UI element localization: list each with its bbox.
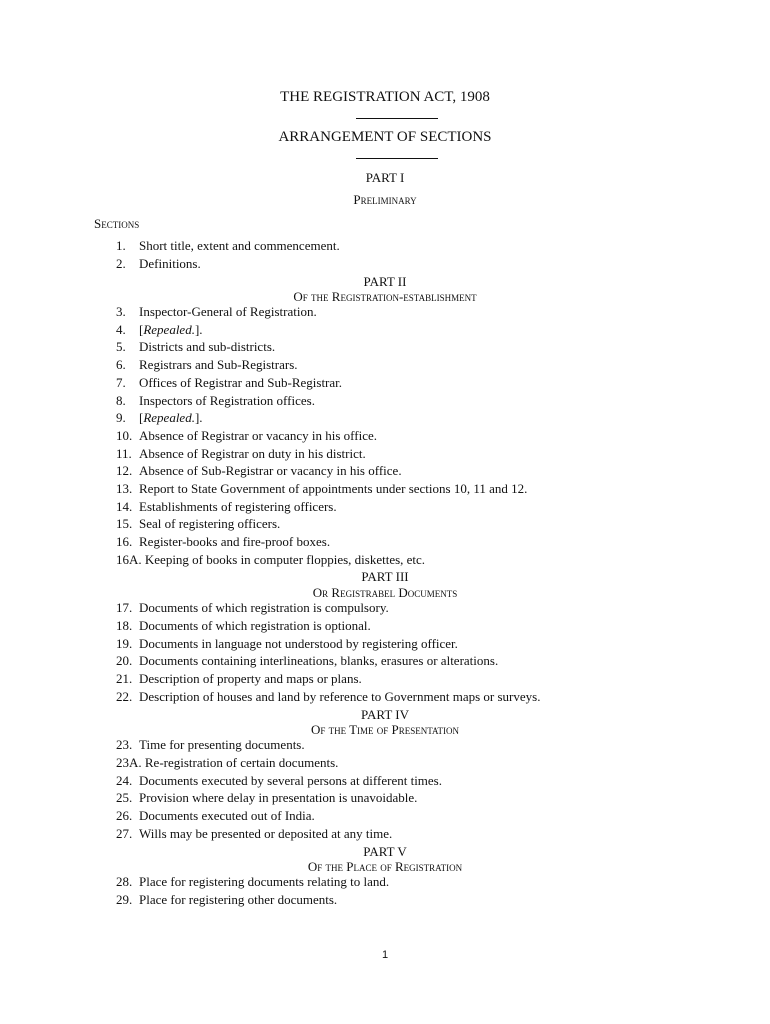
section-item (116, 447, 366, 460)
section-title: Description of property and maps or plans. (139, 671, 362, 686)
section-title: Absence of Sub-Registrar or vacancy in his office. (139, 463, 402, 478)
section-title: Inspector-General of Registration. (139, 304, 317, 319)
section-title: Time for presenting documents. (139, 737, 305, 752)
section-title: Absence of Registrar or vacancy in his office. (139, 428, 378, 443)
section-number: 14. (116, 499, 133, 514)
section-item (116, 637, 458, 650)
section-number: 2. (116, 256, 126, 271)
section-title: Definitions. (139, 256, 201, 271)
section-title: Establishments of registering officers. (139, 499, 337, 514)
section-number: 21. (116, 671, 133, 686)
section-number: 25. (116, 790, 133, 805)
part-3-label: PART III (361, 569, 409, 584)
subtitle-divider (356, 158, 438, 159)
section-title: Registrars and Sub-Registrars. (139, 357, 298, 372)
section-item (116, 257, 201, 270)
section-item (116, 376, 342, 389)
section-title: Wills may be presented or deposited at any time. (139, 826, 393, 841)
section-number: 12. (116, 463, 133, 478)
section-number: 17. (116, 600, 133, 615)
section-number: 11. (116, 446, 132, 461)
section-number: 13. (116, 481, 133, 496)
section-item (116, 756, 338, 769)
section-number: 24. (116, 773, 133, 788)
section-title: Report to State Government of appointments under sections 10, 11 and 12. (139, 481, 528, 496)
section-number: 3. (116, 304, 126, 319)
section-title: [Repealed.]. (139, 322, 203, 337)
section-title: Seal of registering officers. (139, 516, 281, 531)
title-divider (356, 118, 438, 119)
section-title: Register-books and fire-proof boxes. (139, 534, 331, 549)
section-number: 27. (116, 826, 133, 841)
section-item (116, 305, 317, 318)
section-item (116, 553, 425, 566)
section-title: Offices of Registrar and Sub-Registrar. (139, 375, 343, 390)
section-number: 18. (116, 618, 133, 633)
section-item (116, 690, 540, 703)
page-number: 1 (381, 949, 389, 961)
section-number: 28. (116, 874, 133, 889)
section-item (116, 358, 298, 371)
section-number: 16A. (116, 552, 142, 567)
section-item (116, 601, 389, 614)
section-number: 23A. (116, 755, 142, 770)
section-number: 6. (116, 357, 126, 372)
part-4-heading: Of the Time of Presentation (310, 722, 460, 737)
document-title: THE REGISTRATION ACT, 1908 (280, 89, 490, 105)
section-title: Place for registering other documents. (139, 892, 338, 907)
part-4-label: PART IV (361, 707, 409, 722)
section-number: 29. (116, 892, 133, 907)
section-item (116, 875, 389, 888)
part-3-heading: Or Registrabel Documents (312, 585, 458, 600)
section-item (116, 827, 392, 840)
section-title: Short title, extent and commencement. (139, 238, 340, 253)
part-1-heading: Preliminary (353, 192, 417, 207)
section-item (116, 411, 203, 424)
section-title: Keeping of books in computer floppies, diskettes, etc. (144, 552, 426, 567)
sections-label: Sections (94, 216, 140, 231)
section-number: 22. (116, 689, 133, 704)
section-item (116, 394, 315, 407)
section-item (116, 809, 315, 822)
section-item (116, 535, 330, 548)
section-number: 19. (116, 636, 133, 651)
section-title: Documents in language not understood by registering officer. (139, 636, 458, 651)
section-item (116, 340, 275, 353)
section-item (116, 323, 203, 336)
section-item (116, 482, 527, 495)
section-item (116, 429, 377, 442)
section-number: 26. (116, 808, 133, 823)
section-item (116, 738, 305, 751)
section-item (116, 619, 371, 632)
section-title: Place for registering documents relating to land. (139, 874, 390, 889)
section-title: Provision where delay in presentation is unavoidable. (139, 790, 418, 805)
section-item (116, 791, 417, 804)
section-title: Documents executed out of India. (139, 808, 315, 823)
section-number: 16. (116, 534, 133, 549)
section-item (116, 672, 362, 685)
section-number: 5. (116, 339, 126, 354)
section-number: 23. (116, 737, 133, 752)
part-2-label: PART II (363, 274, 407, 289)
section-number: 4. (116, 322, 126, 337)
section-title: Inspectors of Registration offices. (139, 393, 315, 408)
part-5-label: PART V (363, 844, 407, 859)
section-item (116, 893, 337, 906)
part-5-heading: Of the Place of Registration (307, 859, 463, 874)
section-title: Description of houses and land by reference to Government maps or surveys. (139, 689, 541, 704)
section-item (116, 774, 442, 787)
part-2-heading: Of the Registration-establishment (293, 289, 477, 304)
section-title: Re-registration of certain documents. (144, 755, 339, 770)
section-title: Districts and sub-districts. (139, 339, 276, 354)
section-item (116, 239, 340, 252)
section-number: 8. (116, 393, 126, 408)
section-item (116, 654, 498, 667)
section-item (116, 464, 402, 477)
section-number: 9. (116, 410, 126, 425)
section-number: 15. (116, 516, 133, 531)
section-title: Documents containing interlineations, blanks, erasures or alterations. (139, 653, 499, 668)
section-title: [Repealed.]. (139, 410, 203, 425)
section-title: Documents of which registration is optional. (139, 618, 371, 633)
section-title: Documents of which registration is compulsory. (139, 600, 389, 615)
section-item (116, 517, 280, 530)
section-number: 10. (116, 428, 133, 443)
document-subtitle: ARRANGEMENT OF SECTIONS (278, 129, 492, 145)
part-1-label: PART I (365, 170, 405, 185)
section-number: 20. (116, 653, 133, 668)
section-number: 7. (116, 375, 126, 390)
section-item (116, 500, 337, 513)
section-number: 1. (116, 238, 126, 253)
section-title: Documents executed by several persons at different times. (139, 773, 442, 788)
section-title: Absence of Registrar on duty in his district. (139, 446, 366, 461)
